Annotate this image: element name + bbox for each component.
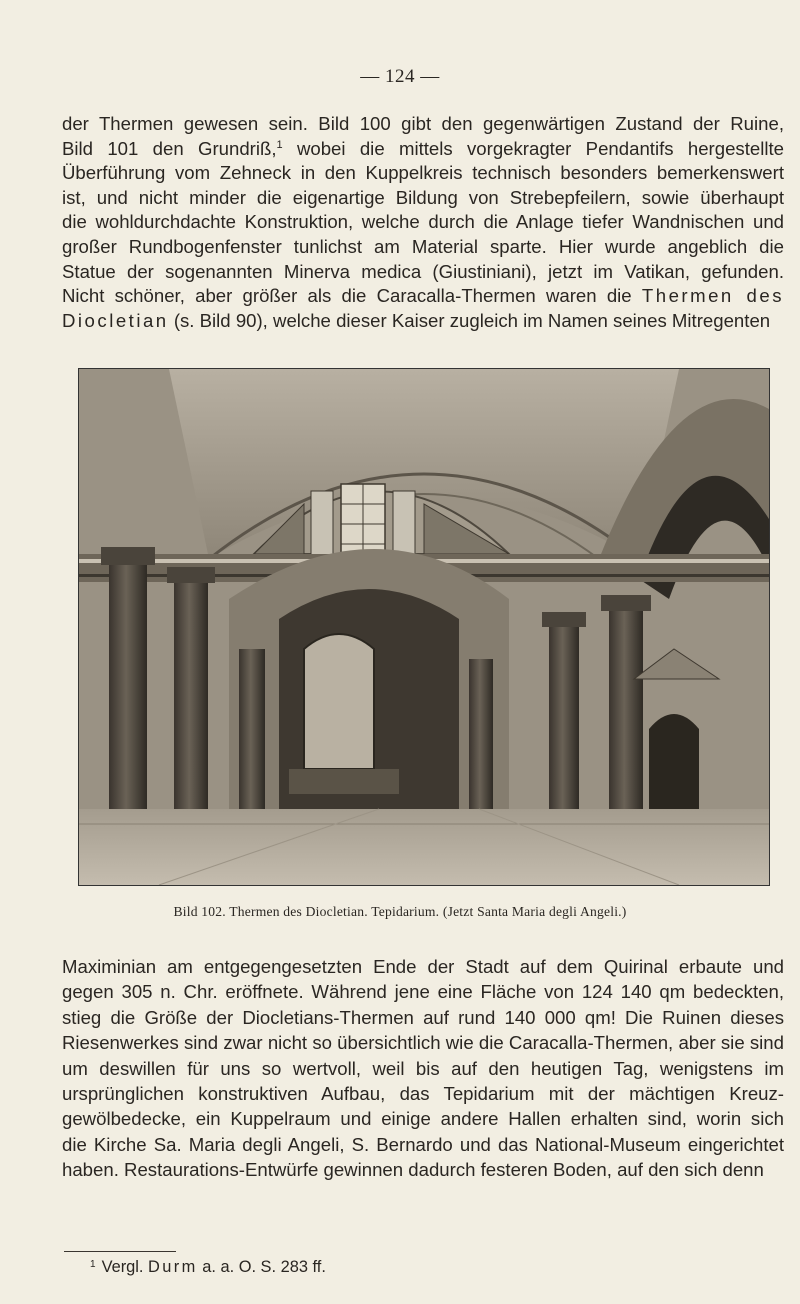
text-line: gewölbedecke, ein Kuppelraum und einige andere Hallen erhalten sind, worin sich bbox=[62, 1108, 784, 1130]
floor bbox=[79, 809, 769, 885]
text-line: Diocletian (s. Bild 90), welche dieser Kaiser zugleich im Namen seines Mitregenten bbox=[62, 309, 771, 331]
spaced-emphasis: Diocletian bbox=[62, 309, 169, 331]
spaced-emphasis: Durm bbox=[148, 1258, 198, 1276]
altar bbox=[289, 769, 399, 794]
text-line: die wohldurchdachte Konstruktion, welche durch die Anlage tiefer Wandnischen und bbox=[62, 211, 784, 233]
text-line: um deswillen für uns so wertvoll, weil bis auf den heutigen Tag, wenigstens im bbox=[62, 1057, 784, 1079]
paragraph-bottom bbox=[62, 954, 784, 1183]
text-line: gegen 305 n. Chr. eröffnete. Während jene eine Fläche von 124 140 qm bedeckten, bbox=[62, 981, 784, 1003]
text-line: der Thermen gewesen sein. Bild 100 gibt den gegenwärtigen Zustand der Ruine, bbox=[62, 113, 784, 134]
text-line: haben. Restaurations-Entwürfe gewinnen dadurch festeren Boden, auf den sich denn bbox=[62, 1159, 764, 1181]
figure-caption: Bild 102. Thermen des Diocletian. Tepidarium. (Jetzt Santa Maria degli Angeli.) bbox=[173, 904, 627, 919]
text-line: Bild 101 den Grundriß,$^1$ wobei die mittels vorgekragter Pendantifs hergestellte bbox=[62, 137, 784, 159]
footnote: $^1$ Vergl. Durm a. a. O. S. 283 ff. bbox=[90, 1258, 326, 1276]
footnote-reference: 1 bbox=[276, 138, 283, 151]
text-line: Maximinian am entgegengesetzten Ende der Stadt auf dem Quirinal erbaute und bbox=[62, 956, 784, 977]
doorway bbox=[649, 714, 699, 814]
footnote-rule bbox=[64, 1251, 176, 1252]
text-line: großer Rundbogenfenster tunlichst am Material sparte. Hier wurde angeblich die bbox=[62, 235, 784, 257]
text-line: die Kirche Sa. Maria degli Angeli, S. Bernardo und das National-Museum eingerichtet bbox=[62, 1133, 784, 1155]
text-line: Riesenwerkes sind zwar nicht so übersichtlich wie die Caracalla-Thermen, aber sie sind bbox=[62, 1032, 784, 1054]
footnote-marker: 1 bbox=[90, 1259, 96, 1270]
church-interior-illustration bbox=[79, 369, 769, 885]
altar-painting bbox=[304, 634, 374, 769]
page-number: — 124 — bbox=[360, 66, 440, 87]
spaced-emphasis: Thermen des bbox=[641, 285, 784, 307]
text-line: ursprünglichen konstruktiven Aufbau, das Tepidarium mit der mächtigen Kreuz- bbox=[62, 1083, 784, 1105]
text-line: ist, und nicht minder die eigenartige Bildung von Strebepfeilern, sowie überhaupt bbox=[62, 186, 784, 208]
paragraph-top bbox=[62, 112, 784, 333]
text-line: Nicht schöner, aber größer als die Caracalla-Thermen waren die Thermen des bbox=[62, 285, 784, 307]
text-line: Überführung vom Zehneck in den Kuppelkreis technisch besonders bemerkenswert bbox=[62, 162, 784, 184]
figure-photograph bbox=[78, 368, 770, 886]
text-line: stieg die Größe der Diocletians-Thermen auf rund 140 000 qm! Die Ruinen dieses bbox=[62, 1006, 784, 1028]
text-line: Statue der sogenannten Minerva medica (Giustiniani), jetzt im Vatikan, gefunden. bbox=[62, 260, 784, 282]
